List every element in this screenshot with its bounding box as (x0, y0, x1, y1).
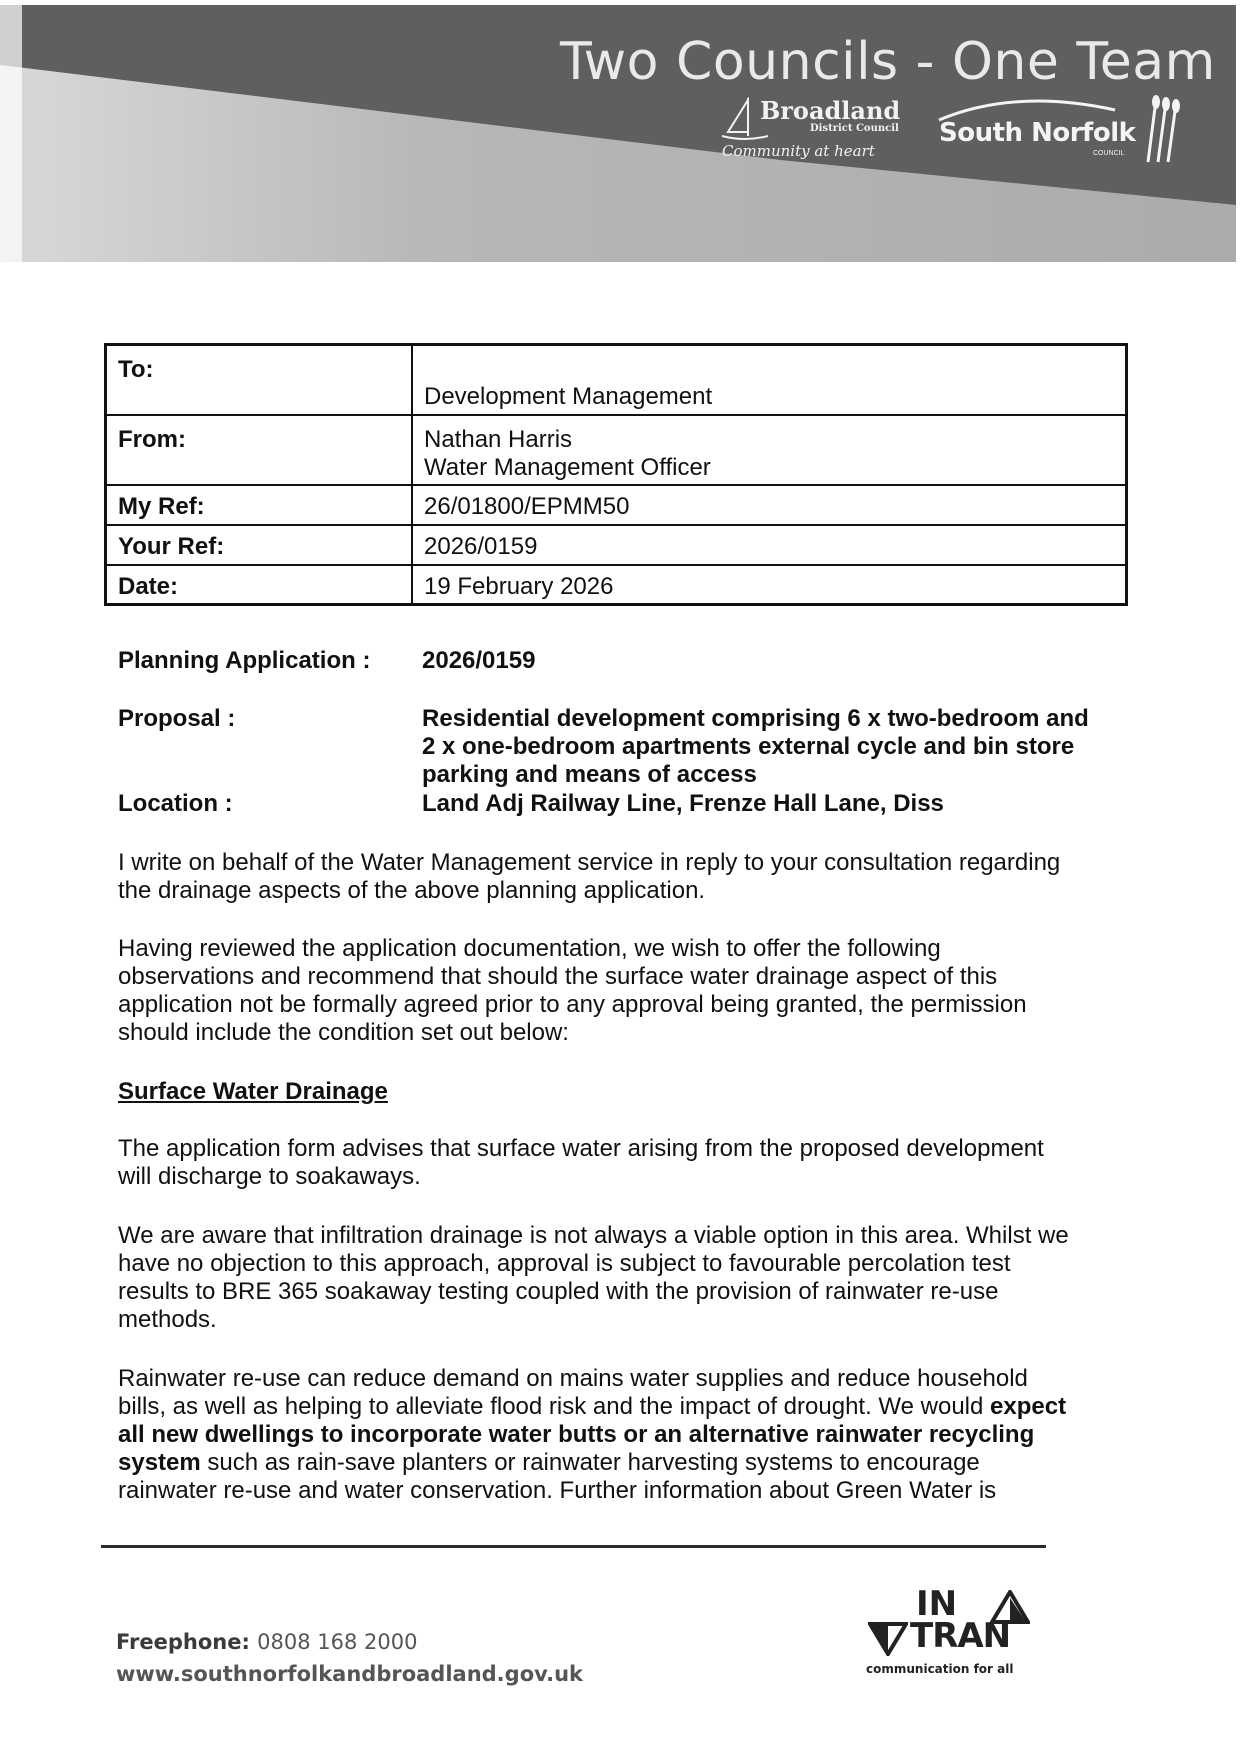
intran-tagline: communication for all (866, 1662, 1014, 1676)
location-label: Location : (118, 790, 233, 817)
planning-application-label: Planning Application : (118, 647, 371, 674)
application-form-paragraph: The application form advises that surface water arising from the proposed development will discharge to soakaways. (118, 1135, 1044, 1190)
your-ref-label: Your Ref: (106, 525, 413, 565)
wheat-icon (1140, 94, 1184, 164)
memo-row-my-ref (106, 485, 1127, 525)
intran-logo (862, 1584, 1042, 1680)
planning-application-value: 2026/0159 (422, 647, 536, 674)
memo-row-date (106, 565, 1127, 605)
south-norfolk-logo (935, 96, 1195, 166)
section-heading-surface-water: Surface Water Drainage (118, 1078, 388, 1105)
intran-in: IN (916, 1584, 958, 1624)
broadland-motto: Community at heart (722, 142, 875, 160)
review-paragraph: Having reviewed the application documentation, we wish to offer the following observations and recommend that should the surface water drainage aspect of this application not be formally agreed prior to any approval being granted, the permission should include the condition set out below: (118, 935, 1027, 1046)
my-ref-label: My Ref: (106, 485, 413, 525)
from-title: Water Management Officer (424, 453, 711, 481)
freephone-line (116, 1630, 418, 1654)
memo-row-your-ref (106, 525, 1127, 565)
footer-divider (101, 1545, 1046, 1548)
proposal-line: 2 x one-bedroom apartments external cycle and bin store (422, 733, 1075, 760)
triangle-down-icon (868, 1622, 908, 1656)
banner-tagline: Two Councils - One Team (560, 32, 1216, 92)
from-value (412, 415, 1127, 485)
location-value: Land Adj Railway Line, Frenze Hall Lane, Diss (422, 790, 944, 817)
to-value: Development Management (412, 345, 1127, 415)
to-label: To: (106, 345, 413, 415)
website-link[interactable]: www.southnorfolkandbroadland.gov.uk (116, 1662, 583, 1686)
broadland-logo (720, 96, 920, 166)
intro-paragraph: I write on behalf of the Water Management service in reply to your consultation regarding the drainage aspects of the above planning application. (118, 849, 1061, 904)
south-norfolk-subtitle: COUNCIL (1093, 150, 1125, 157)
proposal-line: parking and means of access (422, 761, 757, 788)
your-ref-value: 2026/0159 (412, 525, 1127, 565)
proposal-value (422, 705, 1241, 789)
intran-tran: TRAN (910, 1616, 1011, 1656)
proposal-line: Residential development comprising 6 x two-bedroom and (422, 705, 1089, 732)
proposal-label: Proposal : (118, 705, 236, 732)
freephone-number: 0808 168 2000 (257, 1630, 418, 1654)
memo-header-table (104, 343, 1128, 606)
date-value: 19 February 2026 (412, 565, 1127, 605)
broadland-name: Broadland (760, 96, 901, 125)
south-norfolk-name: South Norfolk (939, 118, 1136, 148)
from-label: From: (106, 415, 413, 485)
freephone-label: Freephone: (116, 1630, 250, 1654)
date-label: Date: (106, 565, 413, 605)
memo-row-to (106, 345, 1127, 415)
header-banner (0, 0, 1241, 270)
my-ref-value: 26/01800/EPMM50 (412, 485, 1127, 525)
rainwater-reuse-paragraph: Rainwater re-use can reduce demand on mains water supplies and reduce household bills, as well as helping to alleviate flood risk and the impact of drought. We would expect all new dwellings to incorporate water butts or an alternative rainwater recycling system such as rain-save planters or rainwater harvesting systems to encourage rainwater re-use and water conservation. Further information about Green Water is (118, 1365, 1067, 1504)
infiltration-paragraph: We are aware that infiltration drainage is not always a viable option in this area. Whilst we have no objection to this approach, approval is subject to favourable percolation test results to BRE 365 soakaway testing coupled with the provision of rainwater re-use methods. (118, 1222, 1069, 1333)
broadland-subtitle: District Council (810, 123, 899, 134)
from-name: Nathan Harris (424, 425, 573, 453)
memo-row-from (106, 415, 1127, 485)
